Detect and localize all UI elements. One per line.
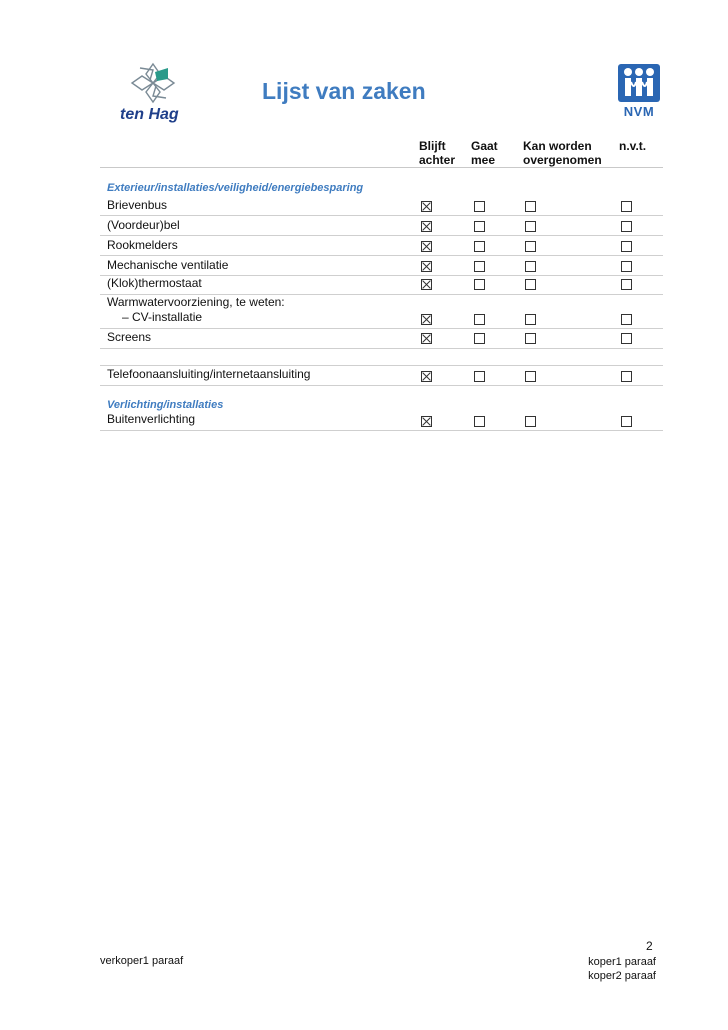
checkbox-gaat-mee[interactable]: [474, 261, 485, 272]
checkbox-kan-worden-overgenomen[interactable]: [525, 221, 536, 232]
pinwheel-icon: [128, 60, 178, 106]
checkbox-nvt[interactable]: [621, 261, 632, 272]
list-row-screens: [100, 329, 663, 349]
list-row-telefoonaansluiting: [100, 366, 663, 386]
list-row-cv-installatie: [100, 310, 663, 329]
row-label: Buitenverlichting: [107, 412, 196, 426]
checkbox-blijft-achter[interactable]: [421, 314, 432, 325]
checkbox-blijft-achter[interactable]: [421, 221, 432, 232]
row-label: Screens: [107, 330, 152, 344]
checkbox-kan-worden-overgenomen[interactable]: [525, 241, 536, 252]
checkbox-nvt[interactable]: [621, 221, 632, 232]
footer-buyer-initials: koper1 paraaf koper2 paraaf: [588, 956, 656, 982]
checkbox-kan-worden-overgenomen[interactable]: [525, 279, 536, 290]
header-divider: [100, 167, 663, 168]
column-header-kan-worden-overgenomen: Kan worden overgenomen: [523, 139, 602, 167]
checkbox-nvt[interactable]: [621, 279, 632, 290]
nvm-figures-icon: [616, 62, 662, 104]
list-row-brievenbus: [100, 196, 663, 216]
list-row-empty: [100, 349, 663, 366]
checkbox-gaat-mee[interactable]: [474, 201, 485, 212]
checkbox-kan-worden-overgenomen[interactable]: [525, 314, 536, 325]
checkbox-kan-worden-overgenomen[interactable]: [525, 416, 536, 427]
column-header-gaat-mee: Gaat mee: [471, 139, 498, 167]
column-header-blijft-achter: Blijft achter: [419, 139, 456, 167]
checkbox-nvt[interactable]: [621, 371, 632, 382]
section-title-verlichting: Verlichting/installaties: [107, 399, 224, 411]
checkbox-nvt[interactable]: [621, 241, 632, 252]
checkbox-kan-worden-overgenomen[interactable]: [525, 201, 536, 212]
list-row-voordeurbel: [100, 216, 663, 236]
ten-hag-logo: [118, 60, 190, 126]
checkbox-nvt[interactable]: [621, 314, 632, 325]
column-header-nvt: n.v.t.: [619, 139, 647, 153]
checkbox-nvt[interactable]: [621, 201, 632, 212]
row-label: Mechanische ventilatie: [107, 258, 229, 272]
row-label: – CV-installatie: [122, 310, 203, 324]
page-number: 2: [646, 939, 653, 953]
nvm-logo: [616, 62, 662, 120]
row-label: Brievenbus: [107, 198, 168, 212]
checkbox-blijft-achter[interactable]: [421, 279, 432, 290]
checkbox-blijft-achter[interactable]: [421, 241, 432, 252]
checkbox-gaat-mee[interactable]: [474, 221, 485, 232]
checkbox-blijft-achter[interactable]: [421, 261, 432, 272]
checkbox-kan-worden-overgenomen[interactable]: [525, 333, 536, 344]
checkbox-blijft-achter[interactable]: [421, 201, 432, 212]
checkbox-gaat-mee[interactable]: [474, 416, 485, 427]
nvm-logo-text: NVM: [623, 104, 655, 119]
checkbox-blijft-achter[interactable]: [421, 416, 432, 427]
list-row-klokthermostaat: [100, 276, 663, 295]
row-label: Rookmelders: [107, 238, 178, 252]
checkbox-gaat-mee[interactable]: [474, 333, 485, 344]
ten-hag-logo-text: ten Hag: [120, 106, 179, 123]
checkbox-gaat-mee[interactable]: [474, 279, 485, 290]
list-row-mechanische-ventilatie: [100, 256, 663, 276]
checkbox-gaat-mee[interactable]: [474, 314, 485, 325]
checkbox-gaat-mee[interactable]: [474, 371, 485, 382]
list-row-rookmelders: [100, 236, 663, 256]
checkbox-kan-worden-overgenomen[interactable]: [525, 371, 536, 382]
checkbox-blijft-achter[interactable]: [421, 333, 432, 344]
list-row-warmwatervoorziening: [100, 295, 663, 309]
section-title-exterieur: Exterieur/installaties/veiligheid/energiebesparing: [107, 182, 364, 194]
row-label: (Klok)thermostaat: [107, 276, 202, 290]
checkbox-nvt[interactable]: [621, 333, 632, 344]
row-label: Warmwatervoorziening, te weten:: [107, 295, 285, 309]
row-label: Telefoonaansluiting/internetaansluiting: [107, 367, 311, 381]
checkbox-blijft-achter[interactable]: [421, 371, 432, 382]
checkbox-nvt[interactable]: [621, 416, 632, 427]
page-title: Lijst van zaken: [262, 78, 426, 104]
list-row-buitenverlichting: [100, 411, 663, 431]
footer-seller-initials: verkoper1 paraaf: [100, 955, 184, 967]
checkbox-gaat-mee[interactable]: [474, 241, 485, 252]
checkbox-kan-worden-overgenomen[interactable]: [525, 261, 536, 272]
row-label: (Voordeur)bel: [107, 218, 180, 232]
